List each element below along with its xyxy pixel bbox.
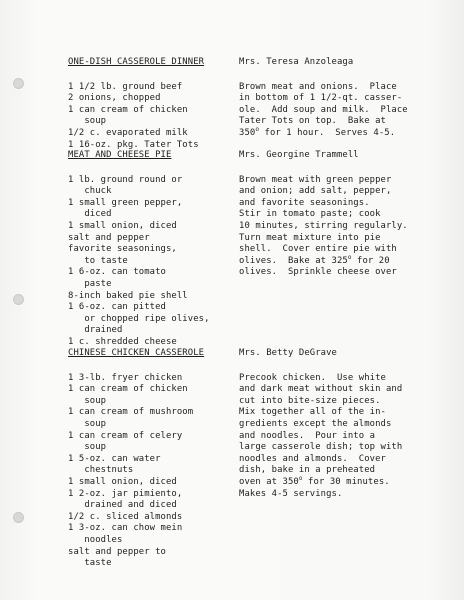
recipe-ingredients-1: [68, 57, 243, 151]
recipe-method-2: [239, 150, 457, 279]
ingredient-line: salt and pepper: [68, 232, 150, 243]
ingredient-line: 1 can cream of celery: [68, 430, 183, 441]
method-text: oven at 350: [239, 476, 299, 487]
method-line: large casserole dish; top with: [239, 442, 403, 453]
method-line: shell. Cover entire pie with: [239, 244, 397, 255]
ingredient-line: 1 2-oz. jar pimiento,: [68, 488, 183, 499]
method-line: [239, 253, 457, 268]
cook-name: Mrs. Georgine Trammell: [239, 150, 359, 160]
ingredient-line: soup: [68, 418, 107, 429]
recipe-ingredients-2: [68, 150, 243, 349]
method-line: Stir in tomato paste; cook: [239, 209, 381, 220]
method-line: Tater Tots on top. Bake at: [239, 116, 386, 127]
method-line: gredients except the almonds: [239, 418, 392, 429]
ingredient-line: 1 16-oz. pkg. Tater Tots: [68, 139, 199, 150]
recipe-title: CHINESE CHICKEN CASSEROLE: [68, 348, 205, 358]
method-line: and noodles. Pour into a: [239, 430, 376, 441]
method-line: cut into bite-size pieces.: [239, 395, 381, 406]
ingredient-line: soup: [68, 395, 107, 406]
ingredient-line: 1 lb. ground round or: [68, 174, 183, 185]
ingredient-line: 1 1/2 lb. ground beef: [68, 81, 183, 92]
ingredient-line: 2 onions, chopped: [68, 93, 161, 104]
ingredient-line: drained and diced: [68, 500, 177, 511]
method-line: dish, bake in a preheated: [239, 465, 376, 476]
recipe-title: ONE-DISH CASSEROLE DINNER: [68, 57, 205, 67]
binder-hole: [13, 78, 24, 89]
ingredient-line: 1 3-lb. fryer chicken: [68, 372, 183, 383]
method-line: in bottom of 1 1/2-qt. casser-: [239, 93, 403, 104]
ingredient-line: 1 6-oz. can tomato: [68, 267, 166, 278]
method-line: [239, 125, 457, 140]
ingredient-line: 1/2 c. evaporated milk: [68, 127, 188, 138]
ingredient-line: or chopped ripe olives,: [68, 313, 210, 324]
method-line: Turn meat mixture into pie: [239, 232, 381, 243]
ingredient-line: 1/2 c. sliced almonds: [68, 511, 183, 522]
ingredient-line: 1 c. shredded cheese: [68, 336, 177, 347]
binder-hole: [13, 294, 24, 305]
recipe-ingredients-3: [68, 348, 243, 570]
ingredient-line: soup: [68, 116, 107, 127]
method-line: 10 minutes, stirring regularly.: [239, 220, 408, 231]
cook-name: Mrs. Betty DeGrave: [239, 348, 337, 358]
ingredient-line: 1 small green pepper,: [68, 197, 183, 208]
recipe-method-1: [239, 57, 457, 140]
ingredient-line: 1 small onion, diced: [68, 476, 177, 487]
ingredient-line: salt and pepper to: [68, 546, 166, 557]
recipe-method-3: [239, 348, 457, 500]
method-line: Brown meat and onions. Place: [239, 81, 397, 92]
ingredient-line: taste: [68, 558, 112, 569]
method-line: and dark meat without skin and: [239, 384, 403, 395]
ingredient-line: noodles: [68, 534, 123, 545]
method-line: Precook chicken. Use white: [239, 372, 386, 383]
method-text: olives. Bake at 325: [239, 255, 348, 266]
method-text: for 20: [351, 255, 390, 266]
degree-mark: o: [255, 125, 260, 133]
method-text: for 1 hour. Serves 4-5.: [259, 127, 396, 138]
ingredient-line: 1 can cream of chicken: [68, 384, 188, 395]
ingredient-line: soup: [68, 442, 107, 453]
method-text: 350: [239, 127, 256, 138]
method-line: [239, 474, 457, 489]
ingredient-line: 1 3-oz. can chow mein: [68, 523, 183, 534]
ingredient-line: diced: [68, 209, 112, 220]
ingredient-line: 1 can cream of mushroom: [68, 407, 194, 418]
ingredient-line: chestnuts: [68, 465, 134, 476]
cook-name: Mrs. Teresa Anzoleaga: [239, 57, 354, 67]
method-line: noodles and almonds. Cover: [239, 453, 386, 464]
ingredient-line: favorite seasonings,: [68, 244, 177, 255]
ingredient-line: 1 5-oz. can water: [68, 453, 161, 464]
method-line: and favorite seasonings.: [239, 197, 370, 208]
method-line: Mix together all of the in-: [239, 407, 386, 418]
method-line: and onion; add salt, pepper,: [239, 186, 392, 197]
method-line: ole. Add soup and milk. Place: [239, 104, 408, 115]
method-line: olives. Sprinkle cheese over: [239, 267, 397, 278]
ingredient-line: 1 6-oz. can pitted: [68, 302, 166, 313]
ingredient-line: drained: [68, 325, 123, 336]
degree-mark: o: [298, 474, 303, 482]
degree-mark: o: [347, 253, 352, 261]
recipe-title: MEAT AND CHEESE PIE: [68, 150, 172, 160]
ingredient-line: 1 can cream of chicken: [68, 104, 188, 115]
ingredient-line: 1 small onion, diced: [68, 220, 177, 231]
binder-hole: [13, 512, 24, 523]
method-text: for 30 minutes.: [302, 476, 390, 487]
method-line: Makes 4-5 servings.: [239, 488, 343, 499]
ingredient-line: paste: [68, 278, 112, 289]
ingredient-line: to taste: [68, 255, 128, 266]
ingredient-line: chuck: [68, 186, 112, 197]
method-line: Brown meat with green pepper: [239, 174, 392, 185]
ingredient-line: 8-inch baked pie shell: [68, 290, 188, 301]
